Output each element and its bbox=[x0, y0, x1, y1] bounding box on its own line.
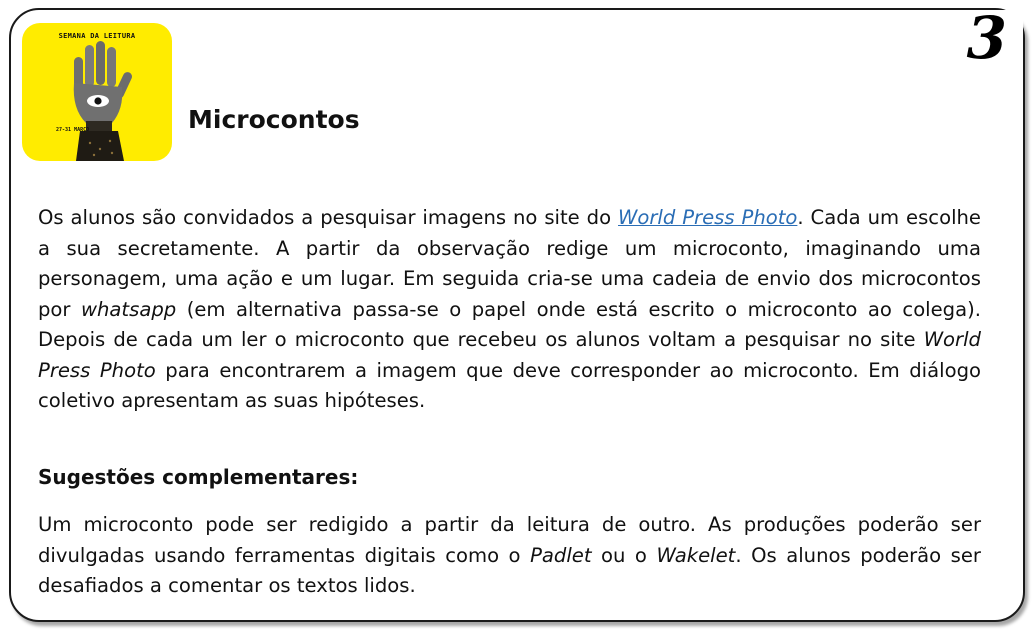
reading-week-poster bbox=[22, 23, 172, 161]
wakelet-text: Wakelet bbox=[656, 543, 736, 567]
text-segment: para encontrarem a imagem que deve corresponder ao microconto. Em diálogo coletivo apresentam as suas hipóteses. bbox=[38, 358, 981, 412]
text-segment: (em alternativa passa-se o papel onde está escrito o microconto ao colega). Depois de cada um ler o microconto que recebeu os alunos voltam a pesquisar no site bbox=[38, 297, 981, 351]
text-segment: . Cada um escolhe a sua secretamente. A partir da observação redige um microconto, imaginando uma personagem, uma ação e um lugar. Em seguida cria-se uma cadeia de envio dos microcontos por bbox=[38, 206, 981, 321]
text-segment: Um microconto pode ser redigido a partir da leitura de outro. As produções poderão ser divulgadas usando ferramentas digitais como o bbox=[38, 513, 981, 567]
card-title: Microcontos bbox=[188, 105, 360, 134]
padlet-text: Padlet bbox=[530, 543, 592, 567]
complementary-suggestions-text bbox=[38, 510, 981, 602]
world-press-photo-text: World Press Photo bbox=[38, 328, 981, 382]
text-segment: Os alunos são convidados a pesquisar imagens no site do bbox=[38, 206, 619, 229]
complementary-suggestions-heading: Sugestões complementares: bbox=[38, 465, 359, 489]
card-number: 3 bbox=[966, 4, 1007, 72]
poster-date: 27-31 MARÇO bbox=[56, 127, 90, 133]
world-press-photo-link[interactable]: World Press Photo bbox=[618, 206, 798, 229]
activity-description bbox=[38, 203, 981, 417]
text-segment: . Os alunos poderão ser desafiados a comentar os textos lidos. bbox=[38, 543, 981, 597]
hand-eye-icon bbox=[66, 39, 136, 161]
whatsapp-text: whatsapp bbox=[80, 297, 177, 321]
poster-title: SEMANA DA LEITURA bbox=[58, 32, 136, 40]
text-segment: ou o bbox=[591, 543, 657, 567]
